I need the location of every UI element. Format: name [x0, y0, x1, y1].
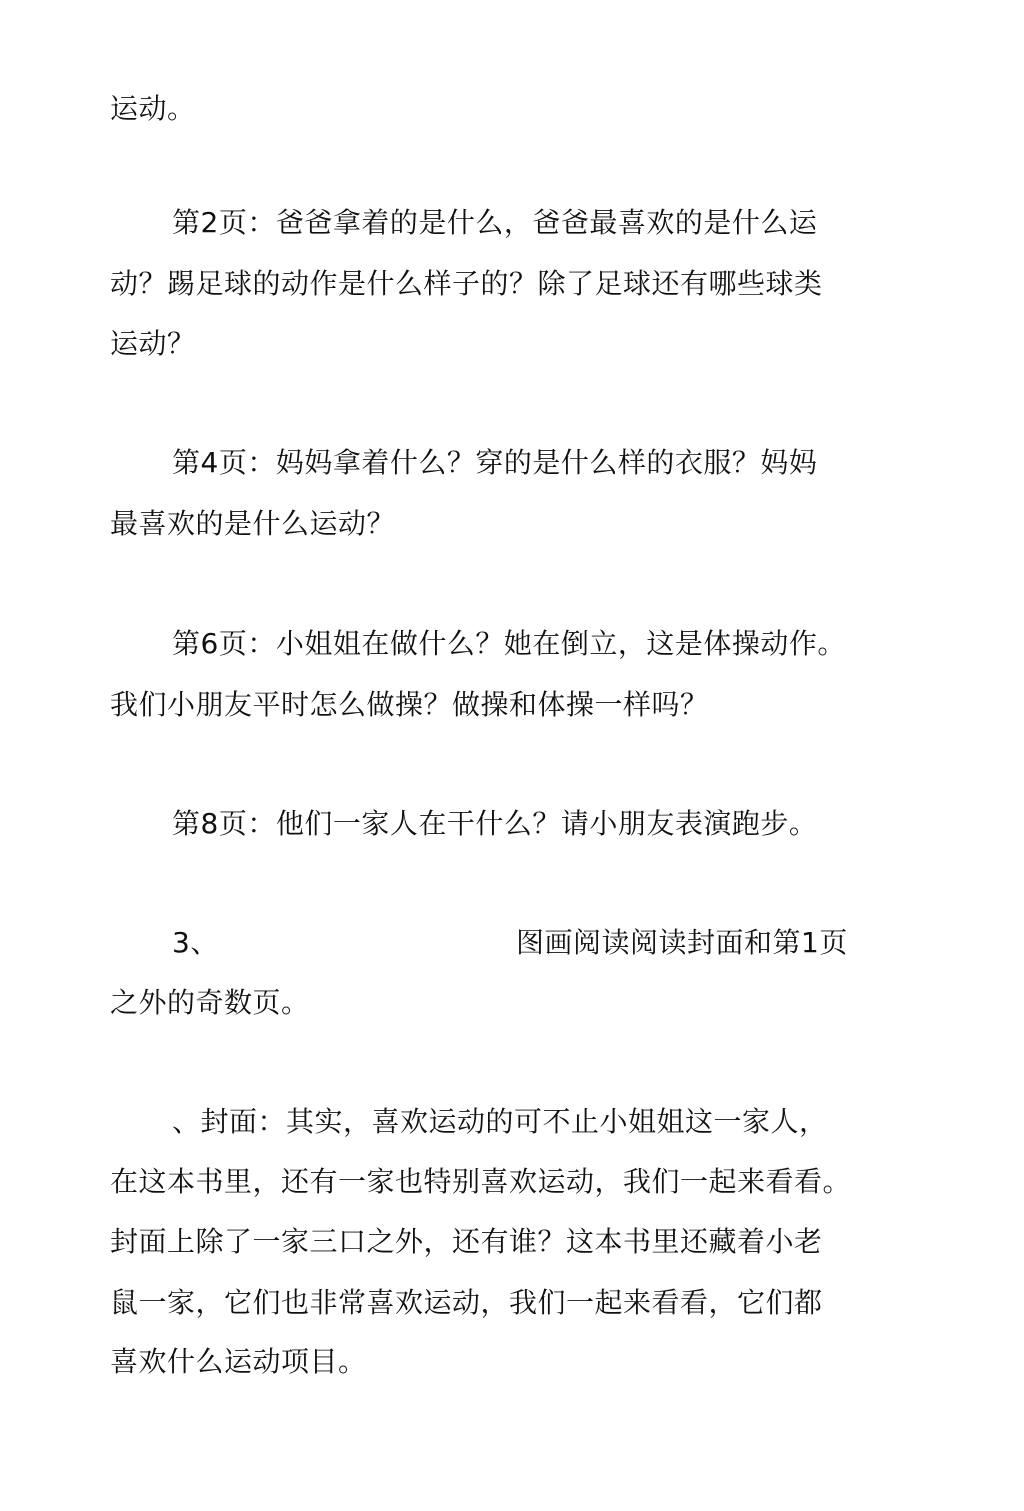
- paragraph-page8-line1: 第8页：他们一家人在干什么？请小朋友表演跑步。: [172, 807, 818, 840]
- paragraph-page6-line1: 第6页：小姐姐在做什么？她在倒立，这是体操动作。: [172, 627, 846, 660]
- paragraph-cover-line3: 封面上除了一家三口之外，还有谁？这本书里还藏着小老: [110, 1225, 823, 1258]
- text-line: 运动。: [110, 92, 196, 125]
- section-heading-continuation: 之外的奇数页。: [110, 986, 310, 1019]
- paragraph-cover-line5: 喜欢什么运动项目。: [110, 1345, 367, 1378]
- section-heading: 图画阅读阅读封面和第1页: [516, 926, 848, 959]
- section-number: 3、: [172, 926, 219, 959]
- paragraph-page4-line1: 第4页：妈妈拿着什么？穿的是什么样的衣服？妈妈: [172, 446, 818, 479]
- paragraph-page6-line2: 我们小朋友平时怎么做操？做操和体操一样吗？: [110, 688, 709, 721]
- paragraph-cover-line2: 在这本书里，还有一家也特别喜欢运动，我们一起来看看。: [110, 1165, 852, 1198]
- paragraph-page2-line1: 第2页：爸爸拿着的是什么，爸爸最喜欢的是什么运: [172, 206, 818, 239]
- paragraph-cover-line1: 、封面：其实，喜欢运动的可不止小姐姐这一家人，: [172, 1105, 828, 1138]
- paragraph-page2-line3: 运动？: [110, 327, 196, 360]
- paragraph-page4-line2: 最喜欢的是什么运动？: [110, 507, 396, 540]
- paragraph-cover-line4: 鼠一家，它们也非常喜欢运动，我们一起来看看，它们都: [110, 1286, 823, 1319]
- paragraph-page2-line2: 动？踢足球的动作是什么样子的？除了足球还有哪些球类: [110, 267, 823, 300]
